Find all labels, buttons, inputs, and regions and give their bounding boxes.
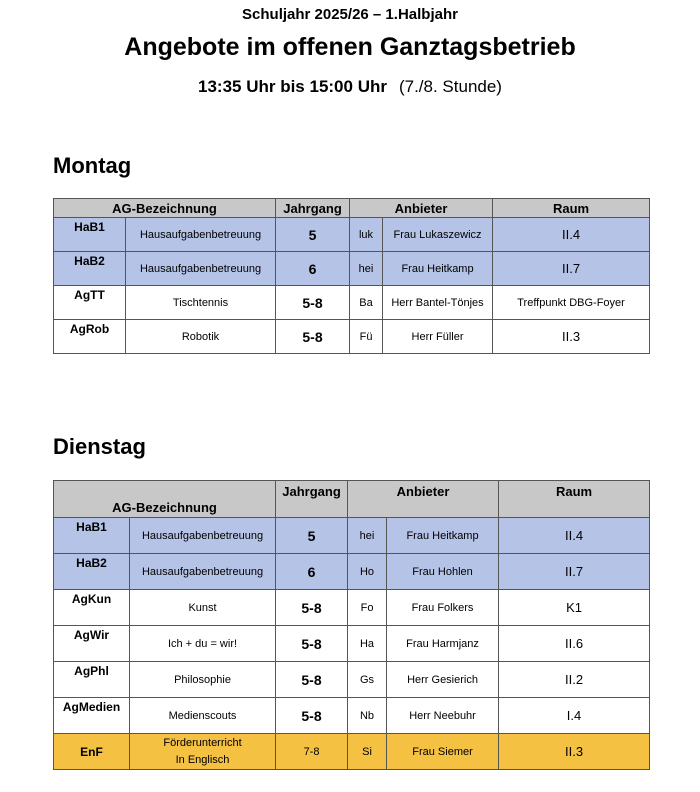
teacher-name: Herr Gesierich [387,662,499,698]
room-cell: II.7 [499,554,650,590]
ag-title: Robotik [126,320,276,354]
jahrgang-cell: 5-8 [276,590,348,626]
period-text: (7./8. Stunde) [398,77,502,96]
ag-title: Medienscouts [130,698,276,734]
header-raum: Raum [493,199,650,218]
teacher-abbr: hei [350,252,383,286]
table-row [54,554,650,590]
header-jahrgang: Jahrgang [276,199,350,218]
schedule-table-tuesday [53,480,650,770]
teacher-name: Frau Lukaszewicz [383,218,493,252]
room-cell: II.3 [499,734,650,770]
ag-code: AgRob [54,320,126,354]
ag-code: AgPhl [54,662,130,698]
schedule-table-monday [53,198,650,354]
teacher-abbr: luk [350,218,383,252]
teacher-name: Herr Neebuhr [387,698,499,734]
jahrgang-cell: 5-8 [276,320,350,354]
header-anbieter: Anbieter [348,481,499,518]
table-row [54,286,650,320]
teacher-abbr: Fo [348,590,387,626]
teacher-name: Herr Füller [383,320,493,354]
time-range [0,77,700,97]
jahrgang-cell: 6 [276,252,350,286]
ag-code: AgKun [54,590,130,626]
ag-title-line2: In Englisch [175,753,230,766]
table-row [54,626,650,662]
header-ag: AG-Bezeichnung [54,481,276,518]
jahrgang-cell: 5-8 [276,286,350,320]
ag-code: HaB1 [54,218,126,252]
room-cell: II.7 [493,252,650,286]
teacher-name: Frau Hohlen [387,554,499,590]
table-header-row [54,199,650,218]
table-row [54,320,650,354]
table-row [54,662,650,698]
ag-code: HaB2 [54,554,130,590]
jahrgang-cell: 5 [276,518,348,554]
school-year: Schuljahr 2025/26 – 1.Halbjahr [242,6,458,23]
jahrgang-cell: 5-8 [276,626,348,662]
room-cell: I.4 [499,698,650,734]
teacher-abbr: Nb [348,698,387,734]
teacher-abbr: Fü [350,320,383,354]
ag-title: Philosophie [130,662,276,698]
ag-code: AgWir [54,626,130,662]
jahrgang-cell: 6 [276,554,348,590]
ag-title: Hausaufgabenbetreuung [130,518,276,554]
teacher-abbr: Si [348,734,387,770]
teacher-name: Frau Folkers [387,590,499,626]
teacher-name: Frau Heitkamp [383,252,493,286]
ag-title: Kunst [130,590,276,626]
ag-code: AgMedien [54,698,130,734]
room-cell: II.3 [493,320,650,354]
teacher-abbr: Ho [348,554,387,590]
ag-code: HaB1 [54,518,130,554]
ag-code: AgTT [54,286,126,320]
table-row [54,590,650,626]
room-cell: II.2 [499,662,650,698]
day-heading-monday: Montag [53,153,132,178]
jahrgang-cell: 7-8 [276,734,348,770]
ag-title: Hausaufgabenbetreuung [126,218,276,252]
ag-code: HaB2 [54,252,126,286]
teacher-abbr: hei [348,518,387,554]
table-row [54,252,650,286]
header-anbieter: Anbieter [350,199,493,218]
room-cell: Treffpunkt DBG-Foyer [493,286,650,320]
ag-title: Hausaufgabenbetreuung [130,554,276,590]
header-jahrgang: Jahrgang [276,481,348,518]
room-cell: II.6 [499,626,650,662]
teacher-abbr: Ba [350,286,383,320]
time-text: 13:35 Uhr bis 15:00 Uhr [198,77,387,96]
table-row [54,698,650,734]
teacher-name: Frau Harmjanz [387,626,499,662]
ag-title: Hausaufgabenbetreuung [126,252,276,286]
ag-title: Ich + du = wir! [130,626,276,662]
table-row [54,518,650,554]
day-heading-tuesday: Dienstag [53,434,146,459]
room-cell: K1 [499,590,650,626]
table-row [54,218,650,252]
ag-code: EnF [54,734,130,770]
teacher-name: Frau Siemer [387,734,499,770]
ag-title-line1: Förderunterricht [163,736,242,749]
teacher-name: Herr Bantel-Tönjes [383,286,493,320]
teacher-abbr: Gs [348,662,387,698]
header-ag: AG-Bezeichnung [54,199,276,218]
ag-title: Tischtennis [126,286,276,320]
page-title: Angebote im offenen Ganztagsbetrieb [124,33,576,61]
teacher-abbr: Ha [348,626,387,662]
table-row [54,734,650,770]
room-cell: II.4 [493,218,650,252]
header-raum: Raum [499,481,650,518]
room-cell: II.4 [499,518,650,554]
jahrgang-cell: 5-8 [276,662,348,698]
teacher-name: Frau Heitkamp [387,518,499,554]
ag-title [130,734,276,770]
table-header-row [54,481,650,518]
jahrgang-cell: 5-8 [276,698,348,734]
jahrgang-cell: 5 [276,218,350,252]
